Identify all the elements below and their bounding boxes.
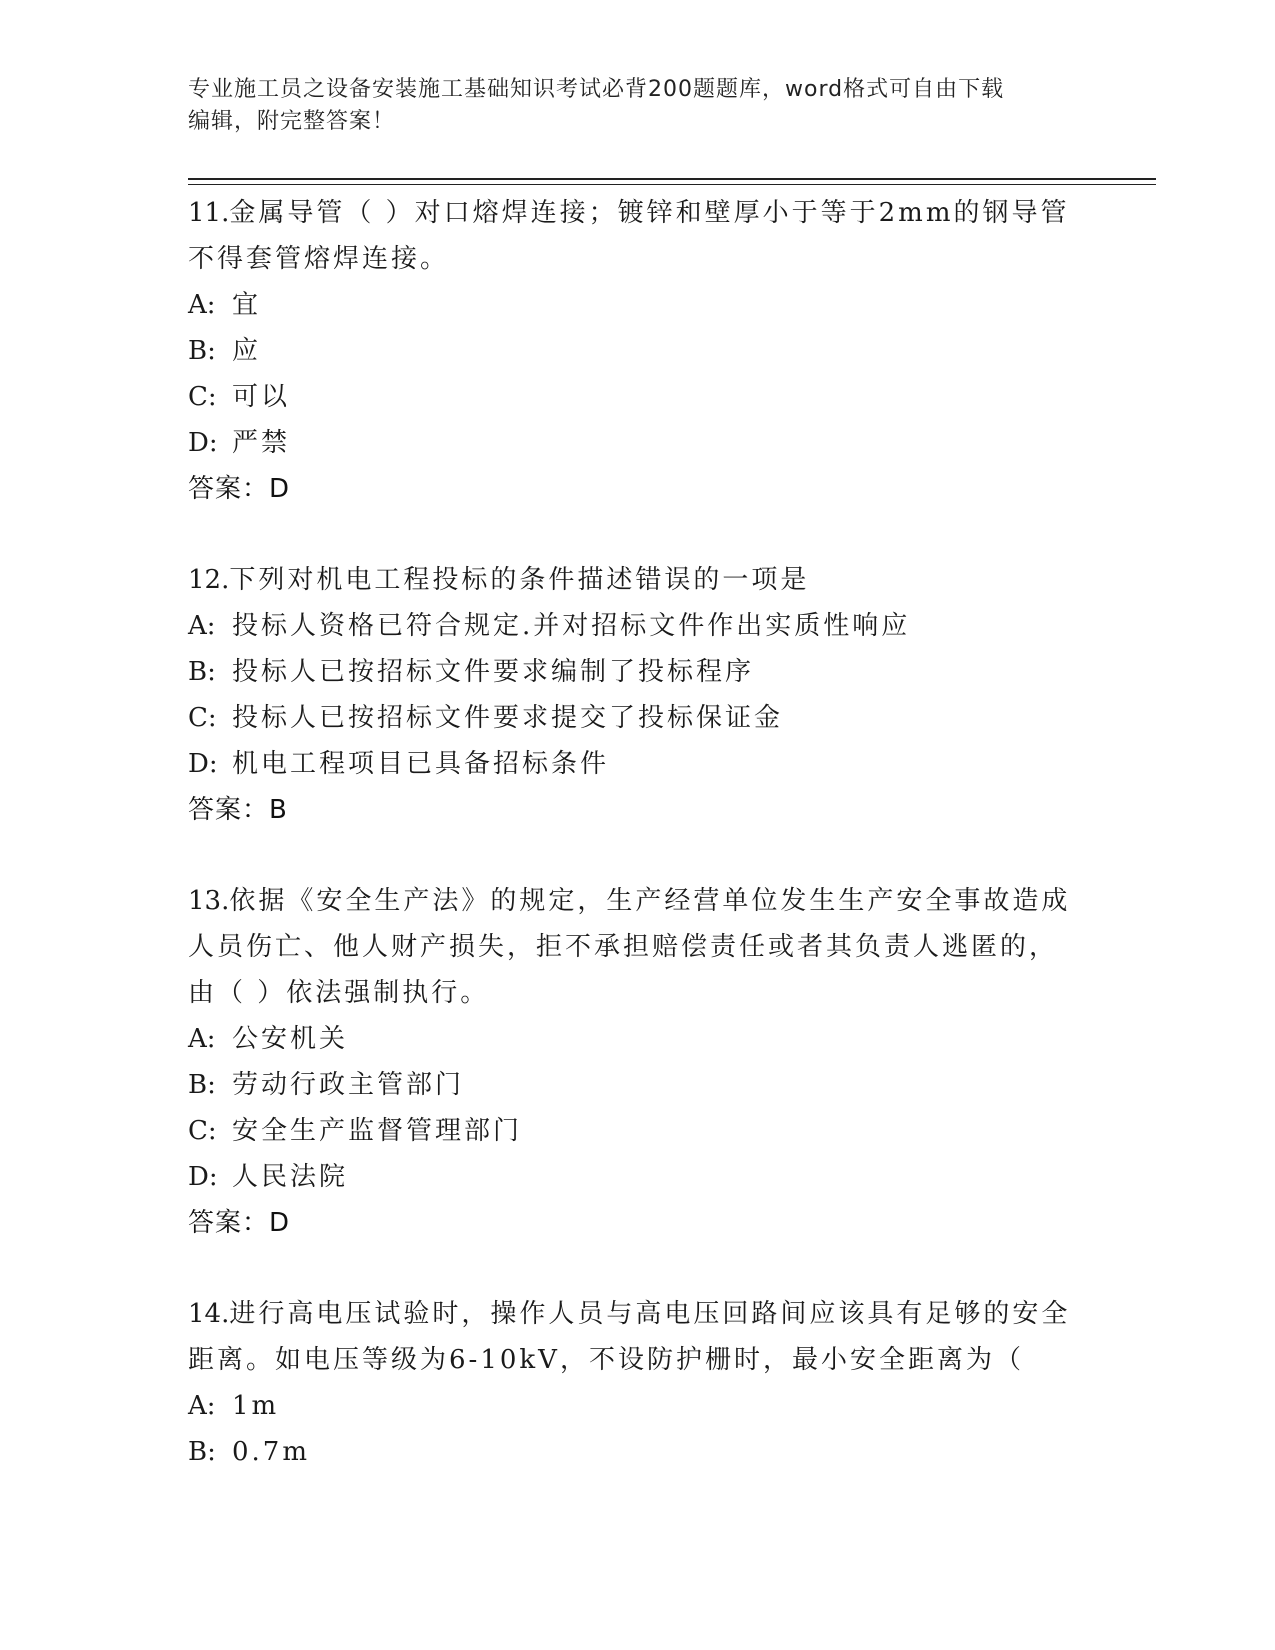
option-letter: D: bbox=[188, 428, 218, 458]
stem-line: 不得套管熔焊连接。 bbox=[188, 244, 450, 274]
question-stem bbox=[188, 190, 1088, 236]
option-letter: B: bbox=[188, 657, 216, 687]
question-list bbox=[188, 190, 1088, 1520]
answer-line: 答案：D bbox=[188, 474, 291, 504]
question-13 bbox=[188, 878, 1088, 1246]
option-letter: D: bbox=[188, 1162, 218, 1192]
option-letter: A: bbox=[188, 1024, 216, 1054]
option-letter: C: bbox=[188, 382, 217, 412]
header-rule-thick bbox=[188, 178, 1156, 180]
option-letter: A: bbox=[188, 290, 216, 320]
stem-line: 人员伤亡、他人财产损失，拒不承担赔偿责任或者其负责人逃匿的， bbox=[188, 932, 1059, 962]
question-stem bbox=[188, 1291, 1088, 1337]
stem-line: 距离。如电压等级为6-10kV，不设防护栅时，最小安全距离为（ bbox=[188, 1345, 1024, 1375]
option-letter: B: bbox=[188, 336, 216, 366]
option-text: 严禁 bbox=[232, 428, 291, 458]
question-number: 13. bbox=[188, 886, 230, 916]
option-c bbox=[188, 374, 1088, 420]
question-12 bbox=[188, 557, 1088, 833]
option-letter: A: bbox=[188, 1391, 216, 1421]
option-text: 1m bbox=[232, 1391, 280, 1421]
question-stem bbox=[188, 557, 1088, 603]
question-11 bbox=[188, 190, 1088, 512]
option-text: 可以 bbox=[232, 382, 291, 412]
option-letter: B: bbox=[188, 1070, 216, 1100]
option-text: 公安机关 bbox=[232, 1024, 349, 1054]
header-line-2: 编辑，附完整答案！ bbox=[188, 109, 396, 134]
option-text: 劳动行政主管部门 bbox=[232, 1070, 465, 1100]
option-a bbox=[188, 1383, 1088, 1429]
stem-line: 依据《安全生产法》的规定，生产经营单位发生生产安全事故造成 bbox=[229, 886, 1071, 916]
option-letter: D: bbox=[188, 749, 218, 779]
option-text: 投标人已按招标文件要求提交了投标保证金 bbox=[232, 703, 784, 733]
answer-line: 答案：D bbox=[188, 1208, 291, 1238]
stem-line: 由（ ）依法强制执行。 bbox=[188, 978, 490, 1008]
option-d bbox=[188, 1154, 1088, 1200]
option-a bbox=[188, 1016, 1088, 1062]
option-letter: B: bbox=[188, 1437, 216, 1467]
option-text: 宜 bbox=[232, 290, 262, 320]
option-text: 安全生产监督管理部门 bbox=[232, 1116, 523, 1146]
option-b bbox=[188, 649, 1088, 695]
option-letter: A: bbox=[188, 611, 216, 641]
stem-line: 进行高电压试验时，操作人员与高电压回路间应该具有足够的安全 bbox=[229, 1299, 1071, 1329]
stem-line: 下列对机电工程投标的条件描述错误的一项是 bbox=[229, 565, 810, 595]
question-14 bbox=[188, 1291, 1088, 1475]
option-b bbox=[188, 1429, 1088, 1475]
option-d bbox=[188, 420, 1088, 466]
stem-line: 金属导管（ ）对口熔焊连接；镀锌和壁厚小于等于2mm的钢导管 bbox=[229, 198, 1070, 228]
option-c bbox=[188, 695, 1088, 741]
document-header bbox=[188, 74, 1068, 138]
option-d bbox=[188, 741, 1088, 787]
question-number: 12. bbox=[188, 565, 230, 595]
header-rule-thin bbox=[188, 184, 1156, 185]
option-text: 0.7m bbox=[232, 1437, 311, 1467]
question-number: 14. bbox=[188, 1299, 230, 1329]
header-line-1: 专业施工员之设备安装施工基础知识考试必背200题题库，word格式可自由下载 bbox=[188, 77, 1005, 102]
question-stem bbox=[188, 878, 1088, 924]
option-b bbox=[188, 328, 1088, 374]
option-text: 人民法院 bbox=[232, 1162, 349, 1192]
question-number: 11. bbox=[188, 198, 230, 228]
option-text: 应 bbox=[232, 336, 262, 366]
option-a bbox=[188, 282, 1088, 328]
option-letter: C: bbox=[188, 703, 217, 733]
option-c bbox=[188, 1108, 1088, 1154]
option-b bbox=[188, 1062, 1088, 1108]
option-text: 机电工程项目已具备招标条件 bbox=[232, 749, 610, 779]
option-text: 投标人资格已符合规定.并对招标文件作出实质性响应 bbox=[232, 611, 911, 641]
option-a bbox=[188, 603, 1088, 649]
option-text: 投标人已按招标文件要求编制了投标程序 bbox=[232, 657, 755, 687]
answer-line: 答案：B bbox=[188, 795, 288, 825]
option-letter: C: bbox=[188, 1116, 217, 1146]
